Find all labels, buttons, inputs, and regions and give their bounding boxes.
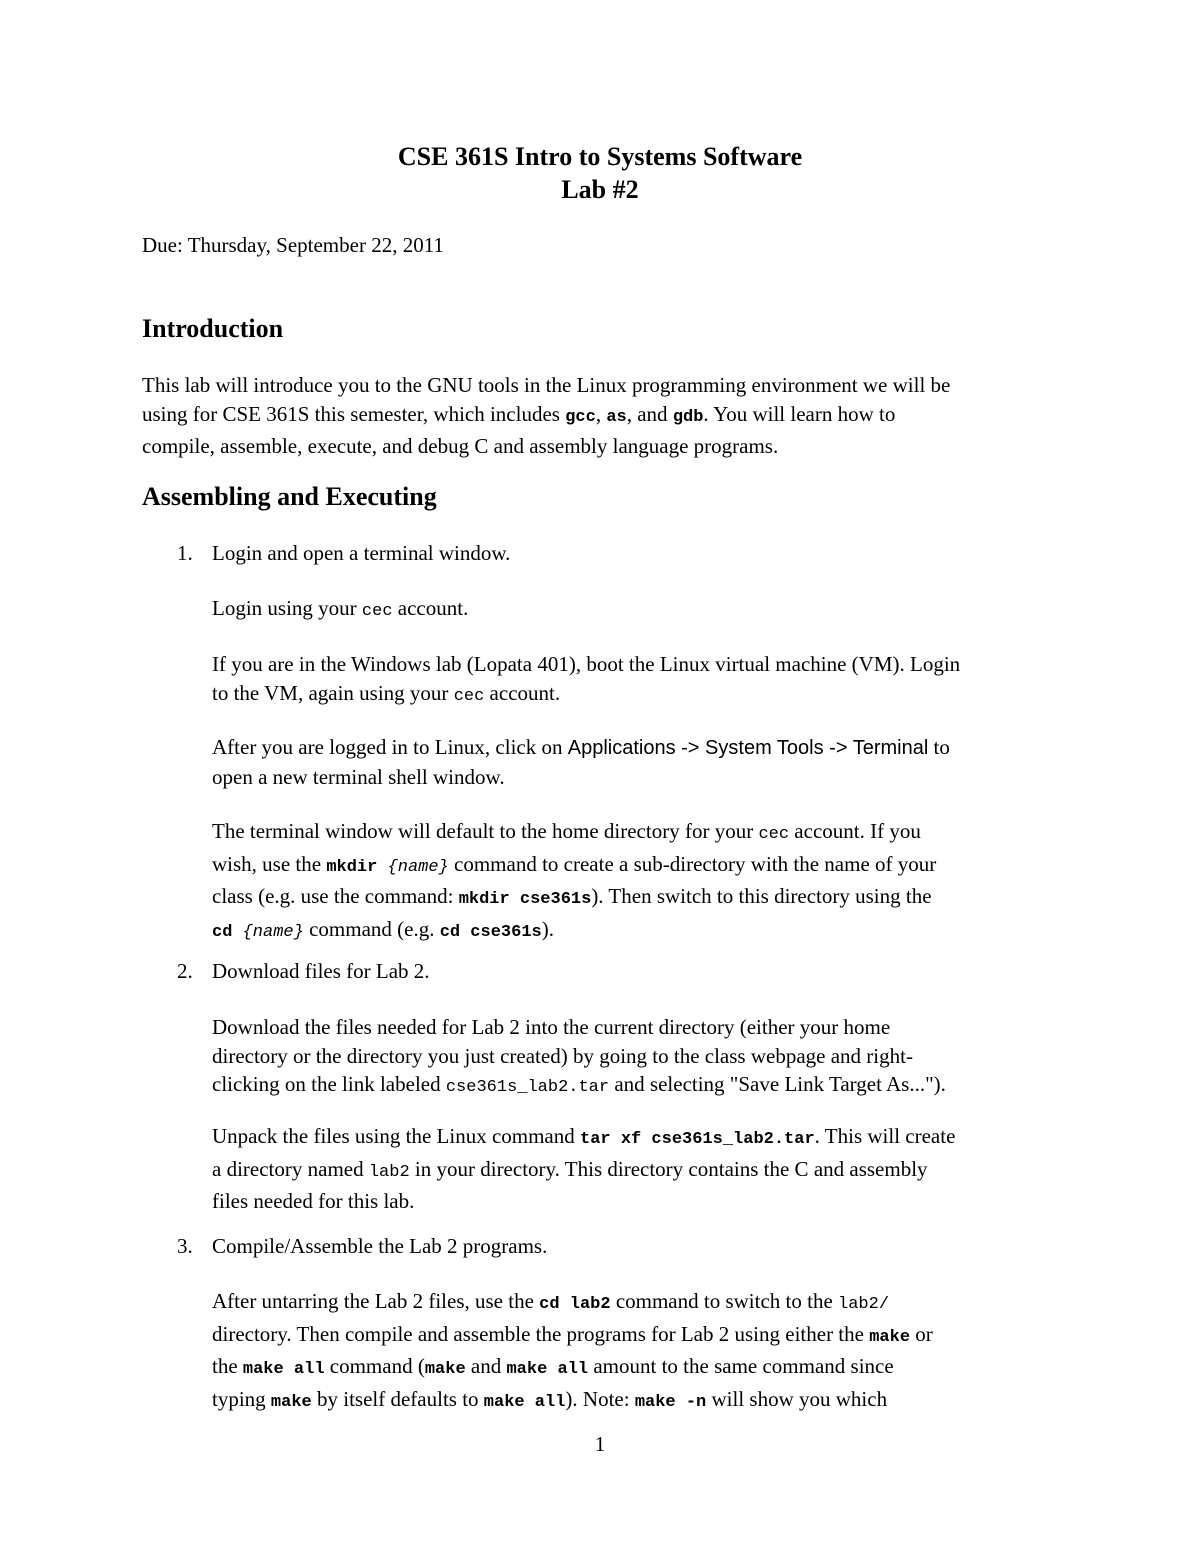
inline-command: cd cse361s <box>439 922 542 942</box>
step-title: Login and open a terminal window. <box>212 541 511 565</box>
step-paragraph: Download the files needed for Lab 2 into the current directory (either your home directory or the directory you just created) by going to the class webpage and right- clicking on the link labeled cse361s_lab2.tar and selecting "Save Link Target As..."). <box>212 1015 946 1097</box>
document-title: CSE 361S Intro to Systems Software <box>397 142 803 171</box>
page-number: 1 <box>594 1432 606 1456</box>
inline-command: make all <box>483 1392 566 1412</box>
section-heading-introduction: Introduction <box>142 314 284 343</box>
step-title: Compile/Assemble the Lab 2 programs. <box>212 1234 548 1258</box>
inline-command: make all <box>242 1360 325 1379</box>
menu-path: Applications -> System Tools -> Terminal <box>567 737 929 759</box>
step-paragraph: The terminal window will default to the home directory for your cec account. If you wish, use the mkdir {name} command to create a sub-directory with the name of your class (e.g. use the command: mkdir cse361s). Then switch to this directory using the cd {name} command (e.g. cd cse361s). <box>212 819 937 942</box>
intro-line: compile, assemble, execute, and debug C and assembly language programs. <box>142 434 779 458</box>
intro-line: using for CSE 361S this semester, which includes gcc, as, and gdb. You will learn how to <box>142 401 896 427</box>
section-heading-assembling: Assembling and Executing <box>142 482 437 511</box>
inline-code: lab2/ <box>838 1295 890 1314</box>
tool-as: as <box>606 407 627 427</box>
inline-argument: {name} <box>377 857 449 877</box>
step-paragraph: Login using your cec account. <box>212 596 469 621</box>
step-paragraph: If you are in the Windows lab (Lopata 401), boot the Linux virtual machine (VM). Login to the VM, again using your cec account. <box>212 652 961 706</box>
inline-command: make all <box>506 1360 589 1379</box>
step-number: 2. <box>177 959 193 983</box>
inline-command: cd <box>212 922 233 942</box>
inline-argument: {name} <box>232 922 304 942</box>
document-subtitle: Lab #2 <box>561 175 639 204</box>
due-date: Due: Thursday, September 22, 2011 <box>142 233 444 257</box>
tool-gdb: gdb <box>672 407 704 427</box>
inline-command: make <box>424 1360 466 1379</box>
inline-command: mkdir <box>326 857 378 877</box>
inline-code: cec <box>453 686 485 706</box>
inline-code: cec <box>361 602 393 621</box>
inline-command: make <box>869 1327 911 1347</box>
step-number: 3. <box>177 1234 193 1258</box>
step-title: Download files for Lab 2. <box>212 959 430 983</box>
inline-code: cse361s_lab2.tar <box>445 1078 610 1097</box>
tool-gcc: gcc <box>565 407 596 427</box>
inline-code: cec <box>758 825 790 844</box>
inline-command: make <box>270 1392 312 1412</box>
inline-command: mkdir cse361s <box>458 890 592 909</box>
introduction-paragraph <box>142 371 1062 461</box>
inline-code: lab2 <box>368 1162 410 1182</box>
inline-command: tar xf cse361s_lab2.tar <box>580 1130 815 1149</box>
step-paragraph: Unpack the files using the Linux command tar xf cse361s_lab2.tar. This will create a directory named lab2 in your directory. This directory contains the C and assembly files needed for this lab. <box>212 1124 956 1213</box>
step-paragraph: After you are logged in to Linux, click on Applications -> System Tools -> Terminal to open a new terminal shell window. <box>212 735 950 789</box>
step-paragraph: After untarring the Lab 2 files, use the cd lab2 command to switch to the lab2/ directory. Then compile and assemble the programs for Lab 2 using either the make or the make all command (make and make all amount to the same command since typing make by itself defaults to make all). Note: make -n will show you which <box>212 1289 933 1412</box>
step-number: 1. <box>177 541 193 565</box>
inline-command: make -n <box>634 1392 707 1412</box>
intro-line: This lab will introduce you to the GNU tools in the Linux programming environment we will be <box>142 373 951 397</box>
inline-command: cd lab2 <box>539 1295 611 1314</box>
